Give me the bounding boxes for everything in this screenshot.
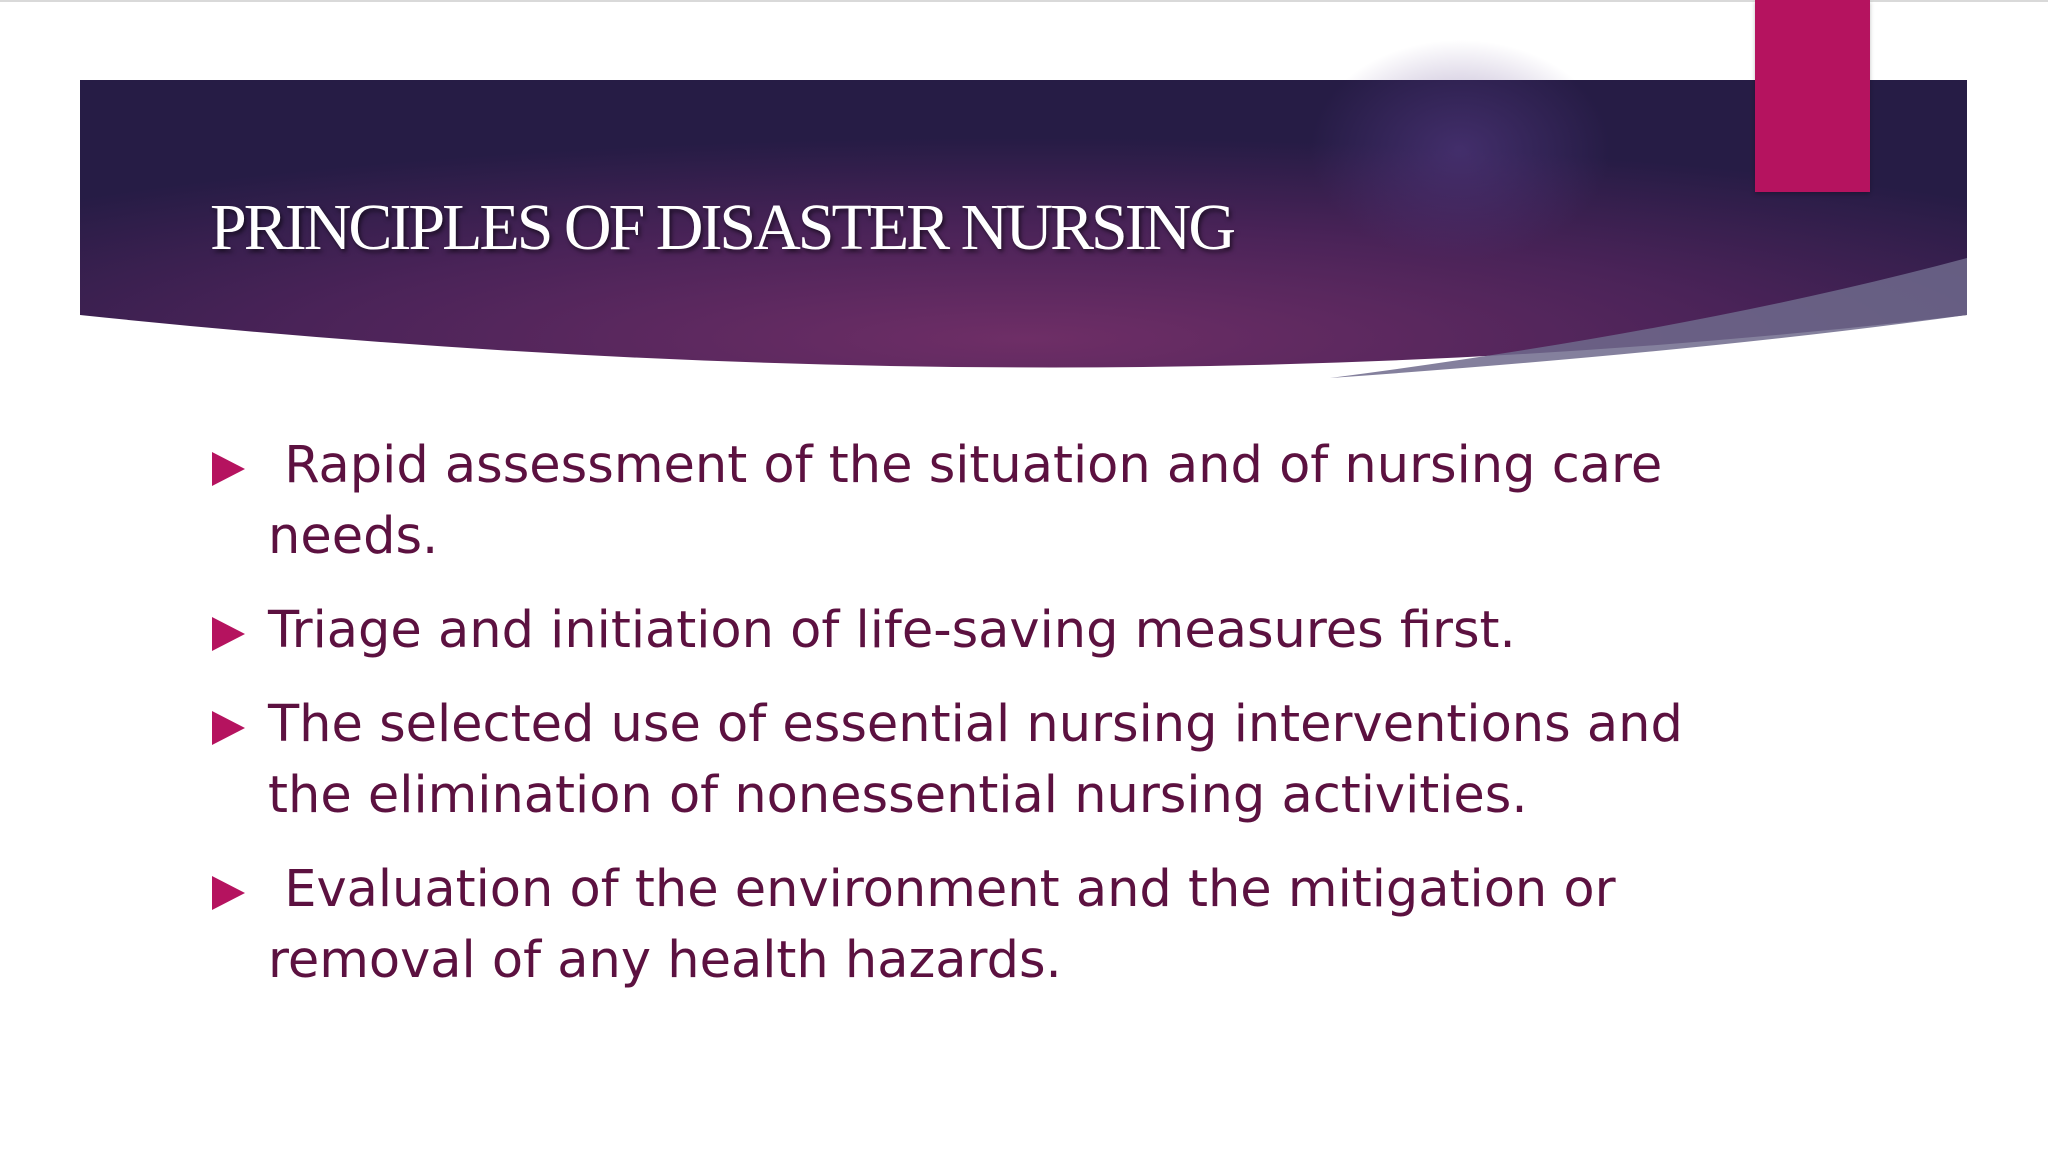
triangle-right-icon [212,452,245,486]
bullet-list [210,430,1710,1019]
triangle-right-icon [212,711,245,745]
triangle-right-icon [212,617,245,651]
bullet-text: Rapid assessment of the situation and of nursing care needs. [268,436,1679,566]
slide-title: PRINCIPLES OF DISASTER NURSING [210,191,1234,264]
bullet-text: The selected use of essential nursing interventions and the elimination of nonessential nursing activities. [268,695,1700,825]
bullet-item [210,430,1710,572]
accent-tab [1755,0,1870,192]
bullet-item [210,689,1710,831]
triangle-right-icon [212,876,245,910]
bullet-text: Triage and initiation of life-saving measures first. [268,601,1516,660]
bullet-item [210,854,1710,996]
bullet-item [210,595,1710,666]
bullet-text: Evaluation of the environment and the mitigation or removal of any health hazards. [268,860,1632,990]
